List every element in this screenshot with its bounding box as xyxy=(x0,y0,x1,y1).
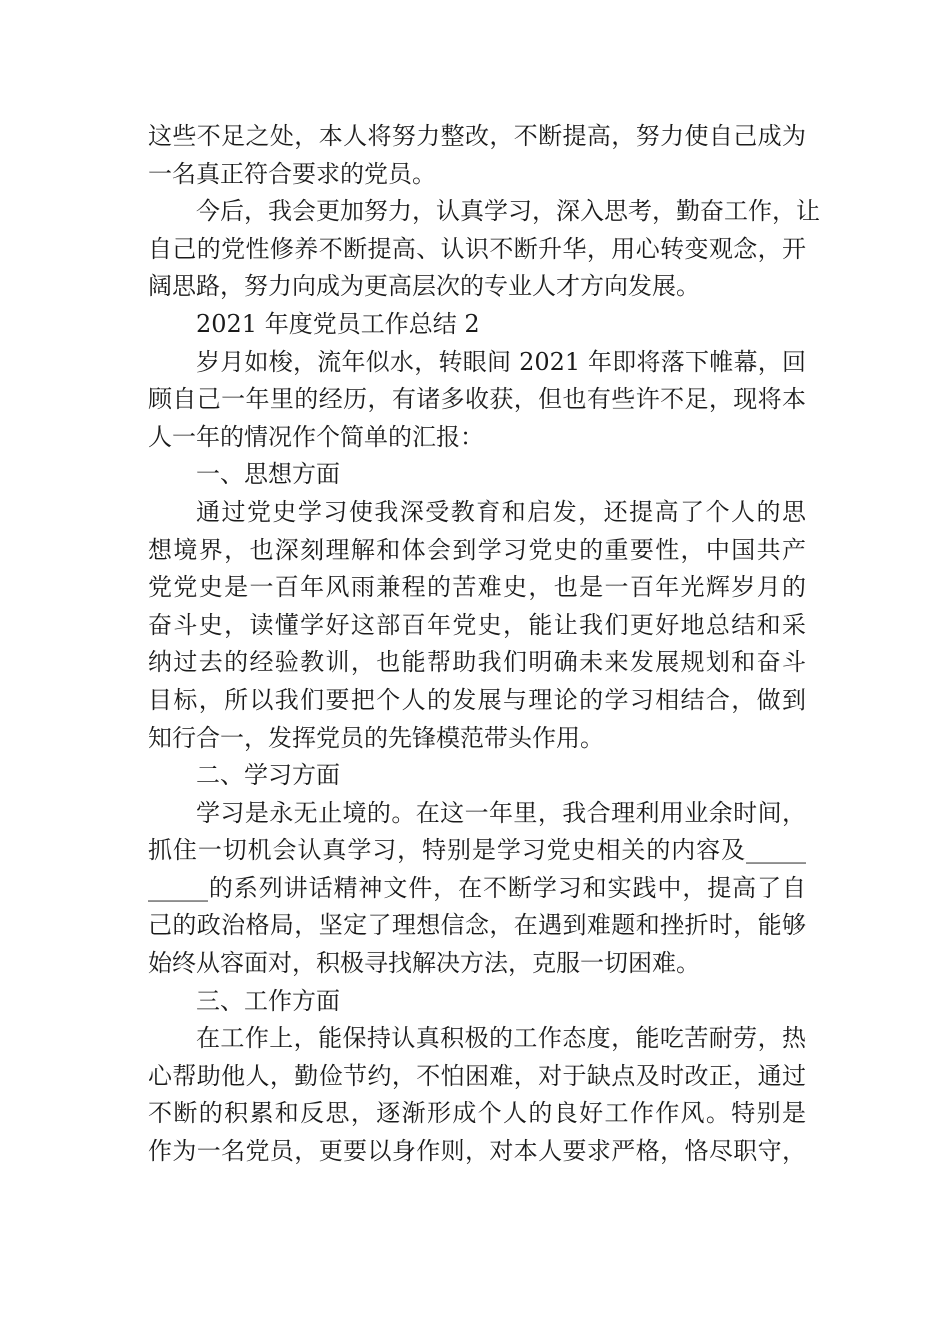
section-heading: 一、思想方面 xyxy=(196,460,340,489)
text-line: 在工作上，能保持认真积极的工作态度，能吃苦耐劳，热 xyxy=(196,1024,806,1053)
text-line: 己的政治格局，坚定了理想信念，在遇到难题和挫折时，能够 xyxy=(148,911,806,940)
text-line: 纳过去的经验教训，也能帮助我们明确未来发展规划和奋斗 xyxy=(148,648,806,677)
text-line: 目标，所以我们要把个人的发展与理论的学习相结合，做到 xyxy=(148,685,806,714)
text-line: 阔思路，努力向成为更高层次的专业人才方向发展。 xyxy=(148,272,700,301)
text-line: 顾自己一年里的经历，有诸多收获，但也有些许不足，现将本 xyxy=(148,385,806,414)
text-line: 学习是永无止境的。在这一年里，我合理利用业余时间， xyxy=(196,798,806,827)
section-heading: 二、学习方面 xyxy=(196,761,340,790)
text-line: 奋斗史，读懂学好这部百年党史，能让我们更好地总结和采 xyxy=(148,610,806,639)
text-line: 心帮助他人，勤俭节约，不怕困难，对于缺点及时改正，通过 xyxy=(148,1061,806,1090)
text-line: 作为一名党员，更要以身作则，对本人要求严格，恪尽职守， xyxy=(148,1137,806,1166)
text-line: 想境界，也深刻理解和体会到学习党史的重要性，中国共产 xyxy=(148,535,806,564)
section-heading: 2021 年度党员工作总结 2 xyxy=(196,309,480,338)
section-heading: 三、工作方面 xyxy=(196,986,340,1015)
text-line: 人一年的情况作个简单的汇报： xyxy=(148,422,484,451)
text-line: _____的系列讲话精神文件，在不断学习和实践中，提高了自 xyxy=(148,873,806,902)
text-line: 知行合一，发挥党员的先锋模范带头作用。 xyxy=(148,723,604,752)
text-line: 通过党史学习使我深受教育和启发，还提高了个人的思 xyxy=(196,497,806,526)
text-line: 岁月如梭，流年似水，转眼间 2021 年即将落下帷幕，回 xyxy=(196,347,806,376)
text-line: 不断的积累和反思，逐渐形成个人的良好工作作风。特别是 xyxy=(148,1099,806,1128)
text-line: 这些不足之处，本人将努力整改，不断提高，努力使自己成为 xyxy=(148,122,806,150)
text-line: 一名真正符合要求的党员。 xyxy=(148,159,436,188)
text-line: 自己的党性修养不断提高、认识不断升华，用心转变观念，开 xyxy=(148,234,806,263)
text-line: 党党史是一百年风雨兼程的苦难史，也是一百年光辉岁月的 xyxy=(148,573,806,602)
text-line: 始终从容面对，积极寻找解决方法，克服一切困难。 xyxy=(148,949,700,978)
text-line: 今后，我会更加努力，认真学习，深入思考，勤奋工作，让 xyxy=(196,197,820,226)
text-line: 抓住一切机会认真学习，特别是学习党史相关的内容及_____ xyxy=(148,836,806,865)
document-page xyxy=(148,118,820,1171)
